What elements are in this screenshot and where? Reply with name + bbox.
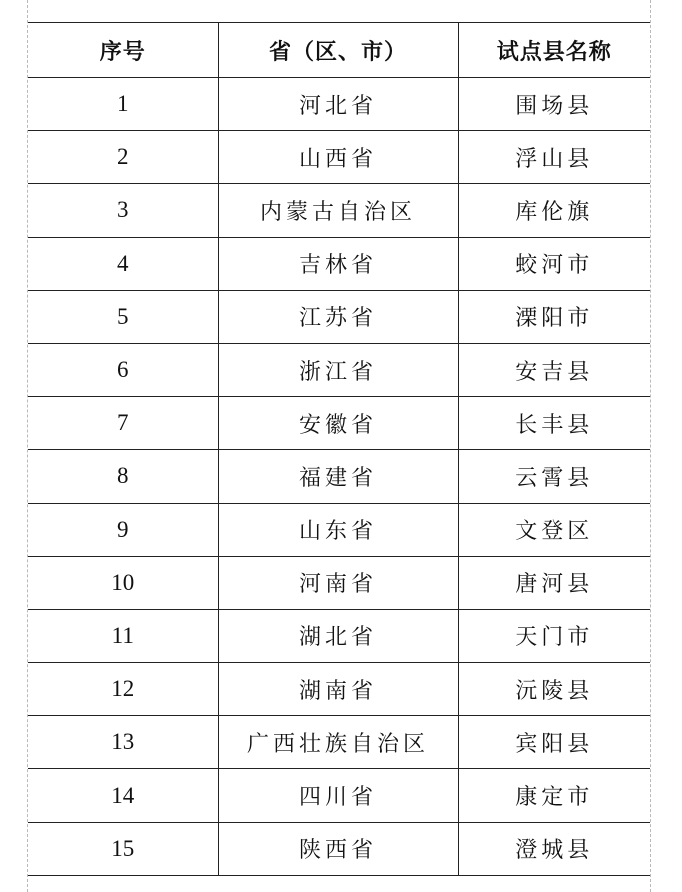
cell-province: 河南省 xyxy=(218,556,458,609)
cell-index: 12 xyxy=(28,663,218,716)
cell-county: 沅陵县 xyxy=(458,663,650,716)
cell-province: 河北省 xyxy=(218,78,458,131)
table-row xyxy=(28,663,650,716)
cell-county: 蛟河市 xyxy=(458,237,650,290)
cell-county: 宾阳县 xyxy=(458,716,650,769)
cell-county: 溧阳市 xyxy=(458,290,650,343)
header-row xyxy=(28,23,650,78)
cell-province: 安徽省 xyxy=(218,397,458,450)
page-frame-right xyxy=(650,0,651,892)
cell-index: 9 xyxy=(28,503,218,556)
cell-county: 云霄县 xyxy=(458,450,650,503)
cell-index: 1 xyxy=(28,78,218,131)
cell-index: 11 xyxy=(28,609,218,662)
cell-province: 吉林省 xyxy=(218,237,458,290)
cell-index: 6 xyxy=(28,343,218,396)
cell-province: 四川省 xyxy=(218,769,458,822)
cell-index: 5 xyxy=(28,290,218,343)
cell-index: 14 xyxy=(28,769,218,822)
table-row xyxy=(28,237,650,290)
cell-province: 山西省 xyxy=(218,131,458,184)
table-row xyxy=(28,131,650,184)
pilot-county-table xyxy=(28,22,650,876)
table-row xyxy=(28,503,650,556)
cell-county: 康定市 xyxy=(458,769,650,822)
header-province: 省（区、市） xyxy=(218,23,458,78)
table-header xyxy=(28,23,650,78)
cell-province: 山东省 xyxy=(218,503,458,556)
cell-province: 湖南省 xyxy=(218,663,458,716)
table-row xyxy=(28,343,650,396)
cell-province: 福建省 xyxy=(218,450,458,503)
cell-index: 8 xyxy=(28,450,218,503)
cell-province: 浙江省 xyxy=(218,343,458,396)
table-row xyxy=(28,609,650,662)
cell-province: 江苏省 xyxy=(218,290,458,343)
cell-county: 长丰县 xyxy=(458,397,650,450)
header-county: 试点县名称 xyxy=(458,23,650,78)
table-row xyxy=(28,450,650,503)
cell-province: 湖北省 xyxy=(218,609,458,662)
cell-county: 安吉县 xyxy=(458,343,650,396)
table-row xyxy=(28,556,650,609)
cell-province: 陕西省 xyxy=(218,822,458,875)
table-row xyxy=(28,78,650,131)
cell-index: 13 xyxy=(28,716,218,769)
cell-county: 唐河县 xyxy=(458,556,650,609)
cell-index: 10 xyxy=(28,556,218,609)
cell-county: 库伦旗 xyxy=(458,184,650,237)
table-row xyxy=(28,184,650,237)
table-row xyxy=(28,822,650,875)
cell-index: 15 xyxy=(28,822,218,875)
table-body xyxy=(28,78,650,876)
cell-index: 7 xyxy=(28,397,218,450)
cell-county: 天门市 xyxy=(458,609,650,662)
cell-county: 澄城县 xyxy=(458,822,650,875)
table-row xyxy=(28,716,650,769)
table-row xyxy=(28,769,650,822)
cell-index: 2 xyxy=(28,131,218,184)
header-index: 序号 xyxy=(28,23,218,78)
table-row xyxy=(28,397,650,450)
cell-county: 围场县 xyxy=(458,78,650,131)
cell-province: 内蒙古自治区 xyxy=(218,184,458,237)
cell-province: 广西壮族自治区 xyxy=(218,716,458,769)
cell-county: 文登区 xyxy=(458,503,650,556)
cell-county: 浮山县 xyxy=(458,131,650,184)
table-row xyxy=(28,290,650,343)
cell-index: 4 xyxy=(28,237,218,290)
cell-index: 3 xyxy=(28,184,218,237)
